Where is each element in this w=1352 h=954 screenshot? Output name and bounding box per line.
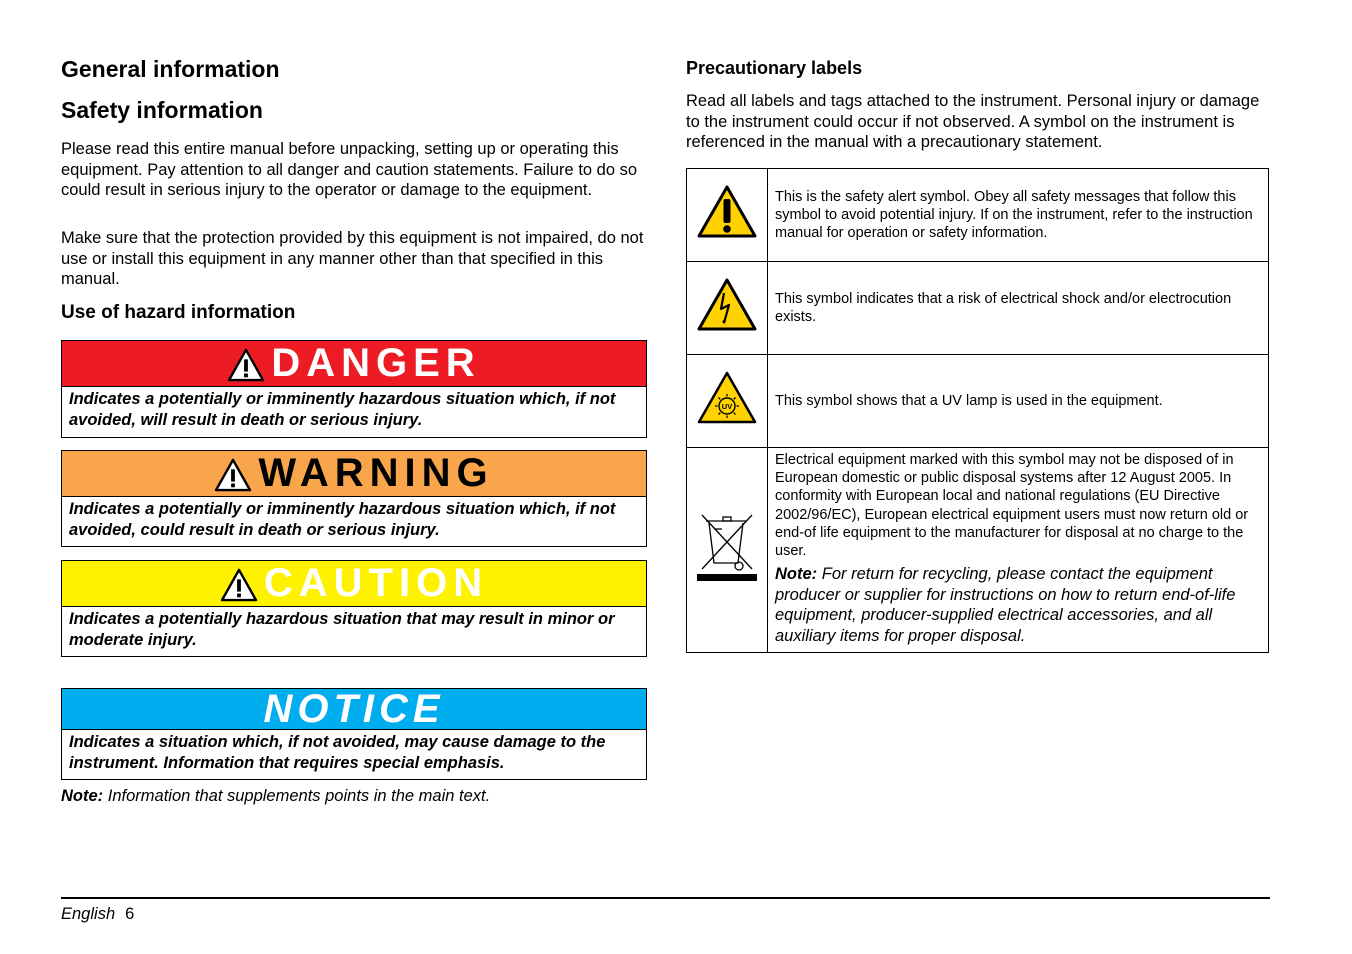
notice-text: Indicates a situation which, if not avoided, may cause damage to the instrument. Information that requires special emphasis. [69,733,606,772]
danger-text: Indicates a potentially or imminently hazardous situation which, if not avoided, will result in death or serious injury. [69,390,616,429]
warning-triangle-icon [220,568,258,602]
warning-triangle-icon [214,458,252,492]
uv-label: UV [721,402,733,412]
footer-page-number: 6 [125,905,135,923]
table-row [687,169,1269,262]
row-text: This symbol shows that a UV lamp is used in the equipment. [768,355,1269,448]
footer-language: English [61,905,116,923]
precautionary-heading: Precautionary labels [686,58,863,78]
table-row [687,448,1269,653]
footer [61,905,134,924]
section-title: Safety information [61,97,263,123]
warning-label: WARNING [258,451,494,495]
notice-box [61,688,647,780]
row-note-label: Note: [775,565,818,584]
electrical-shock-icon [696,277,758,333]
caution-label: CAUTION [263,561,489,605]
warning-header [62,451,646,497]
intro-paragraph: Please read this entire manual before unpacking, setting up or operating this equipment. Pay attention to all danger and caution statements. Failure to do so could result in serious injury to the operator or damage to the equipment. [61,140,638,199]
page-title: General information [61,56,280,82]
warning-text: Indicates a potentially or imminently hazardous situation which, if not avoided, could result in death or serious injury. [69,500,616,539]
uv-lamp-icon [696,370,758,426]
caution-header [62,561,646,607]
safety-alert-icon [696,184,758,240]
table-row [687,262,1269,355]
footer-rule [61,897,1270,899]
caution-box [61,560,647,657]
row-note [775,564,1262,646]
row-text: This is the safety alert symbol. Obey all safety messages that follow this symbol to avoid potential injury. If on the instrument, refer to the instruction manual for operation or safety information. [768,169,1269,262]
note-text: Information that supplements points in the main text. [103,787,491,805]
precautionary-intro: Read all labels and tags attached to the instrument. Personal injury or damage to the instrument could occur if not observed. A symbol on the instrument is referenced in the manual with a precautionary statement. [686,92,1260,151]
note-label: Note: [61,787,104,805]
row-text: Electrical equipment marked with this symbol may not be disposed of in European domestic or public disposal systems after 12 August 2005. In conformity with European local and national regulations (EU Directive 2002/96/EC), European electrical equipment users must now return old or end-of life equipment to the manufacturer for disposal at no charge to the user. [775,452,1249,560]
row-note-text: For return for recycling, please contact the equipment producer or supplier for instructions on how to return end-of-life equipment, producer-supplied electrical accessories, and all auxiliary items for proper disposal. [775,565,1236,645]
precautionary-table [686,168,1269,653]
hazard-heading: Use of hazard information [61,302,296,323]
weee-bin-icon [694,511,760,585]
notice-label: NOTICE [263,686,445,731]
danger-box [61,340,647,438]
warning-box [61,450,647,547]
protection-paragraph: Make sure that the protection provided by this equipment is not impaired, do not use or install this equipment in any manner other than that specified in this manual. [61,229,644,288]
danger-header [62,341,646,387]
table-row [687,355,1269,448]
note-line [61,786,490,807]
notice-header [62,686,646,731]
danger-label: DANGER [271,341,481,385]
caution-text: Indicates a potentially hazardous situation that may result in minor or moderate injury. [69,610,615,649]
warning-triangle-icon [227,348,265,382]
row-text: This symbol indicates that a risk of electrical shock and/or electrocution exists. [768,262,1269,355]
